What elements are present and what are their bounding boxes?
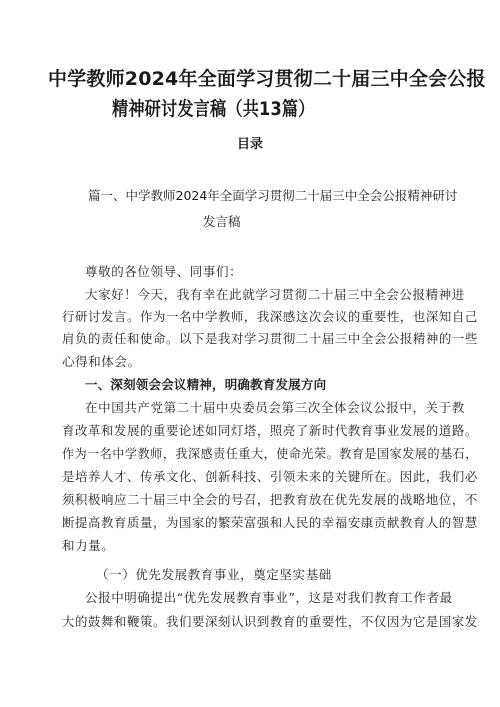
paragraph-line: 和力量。: [62, 538, 115, 553]
document-title-line-1: 中学教师2024年全面学习贯彻二十届三中全会公报: [48, 68, 486, 90]
paragraph-line: 作为一名中学教师，我深感责任重大，使命光荣。教育是国家发展的基石，: [62, 446, 478, 461]
paragraph-line: 须积极响应二十届三中全会的号召，把教育放在优先发展的战略地位，不: [62, 492, 478, 507]
paragraph-line: 心得和体会。: [62, 354, 141, 369]
paragraph-line: 行研讨发言。作为一名中学教师，我深感这次会议的重要性，也深知自己: [62, 309, 478, 324]
heading-1: 一、深刻领会会议精神，明确教育发展方向: [85, 377, 327, 392]
heading-2: （一）优先发展教育事业，奠定坚实基础: [96, 567, 332, 582]
section-title-line-2: 发言稿: [203, 214, 241, 229]
salutation: 尊敬的各位领导、同事们：: [85, 264, 243, 279]
section-title-line-1: 篇一、中学教师2024年全面学习贯彻二十届三中全会公报精神研讨: [88, 188, 458, 203]
document-title-line-2: 精神研讨发言稿（共13篇）: [112, 98, 315, 120]
paragraph-line: 肩负的责任和使命。以下是我对学习贯彻二十届三中全会公报精神的一些: [62, 331, 478, 346]
paragraph-line: 断提高教育质量，为国家的繁荣富强和人民的幸福安康贡献教育人的智慧: [62, 515, 478, 530]
paragraph-line: 育改革和发展的重要论述如同灯塔，照亮了新时代教育事业发展的道路。: [62, 423, 478, 438]
paragraph-line: 在中国共产党第二十届中央委员会第三次全体会议公报中，关于教: [85, 400, 465, 415]
paragraph-line: 大家好！今天，我有幸在此就学习贯彻二十届三中全会公报精神进: [85, 287, 465, 302]
paragraph-line: 是培养人才、传承文化、创新科技、引领未来的关键所在。因此，我们必: [62, 469, 478, 484]
paragraph-line: 大的鼓舞和鞭策。我们要深刻认识到教育的重要性，不仅因为它是国家发: [62, 614, 478, 629]
toc-heading: 目录: [236, 137, 263, 152]
paragraph-line: 公报中明确提出“优先发展教育事业”，这是对我们教育工作者最: [85, 590, 453, 605]
